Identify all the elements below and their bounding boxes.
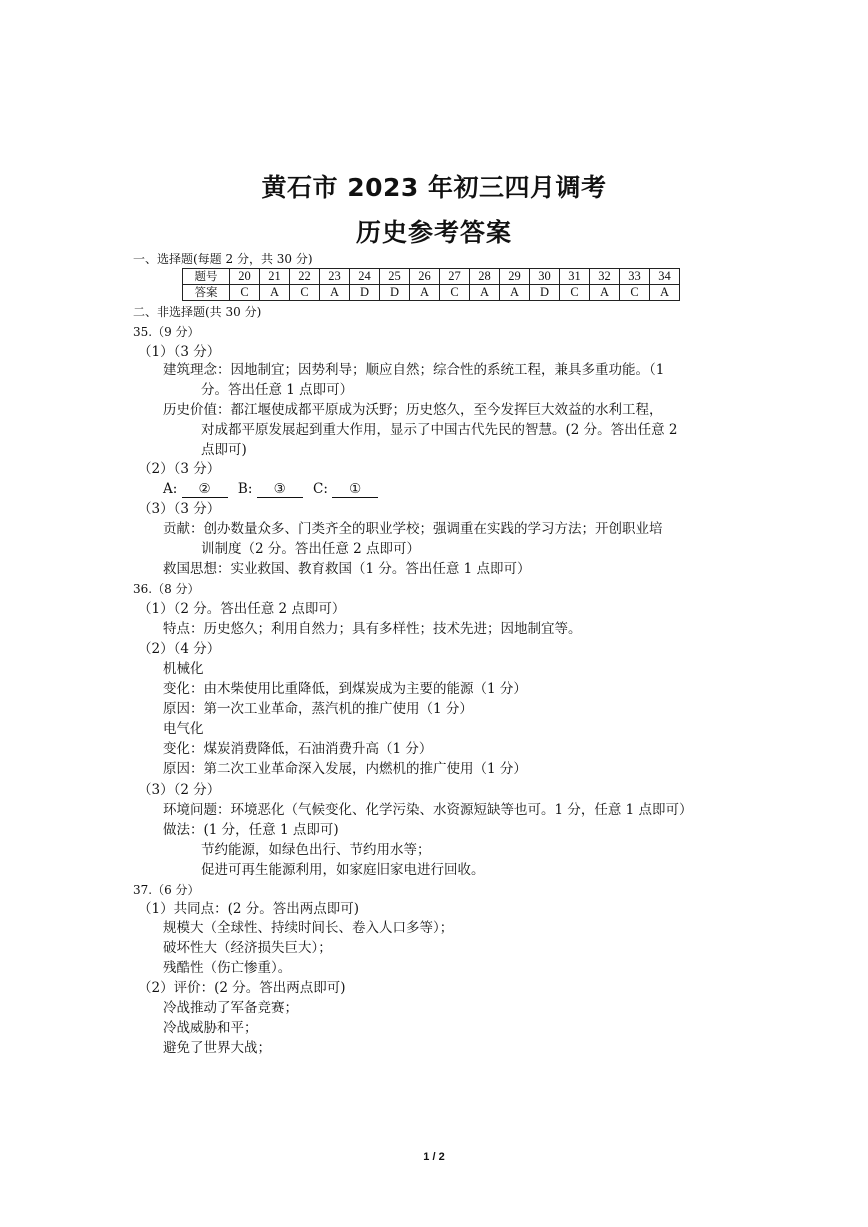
question-number-row [183,269,680,285]
answer-cell: C [620,285,650,301]
q35-part1-answer-cont: 点即可) [201,442,247,458]
q37-part2-label: （2）评价：(2 分。答出两点即可) [138,980,346,996]
q37-part2-answer: 避免了世界大战； [163,1040,271,1056]
q37-part1-label: （1）共同点：(2 分。答出两点即可) [138,901,360,917]
q35-part1-answer: 建筑理念：因地制宜；因势利导；顺应自然；综合性的系统工程，兼具多重功能。（1 [163,362,665,378]
question-number-label: 题号 [183,269,230,285]
blank-b-label: B: [237,481,253,497]
q35-part3-answer: 救国思想：实业救国、教育救国（1 分。答出任意 1 点即可） [163,561,531,577]
q37-part1-answer: 残酷性（伤亡惨重）。 [163,960,292,976]
answer-cell: D [350,285,380,301]
page-subtitle: 历史参考答案 [355,218,512,247]
question-number-cell: 30 [530,269,560,285]
answer-cell: C [560,285,590,301]
q36-part3-label: （3）（2 分） [138,782,221,798]
q35-part1-answer: 历史价值：都江堰使成都平原成为沃野；历史悠久，至今发挥巨大效益的水利工程， [163,402,663,418]
q36-part2-reason: 原因：第二次工业革命深入发展，内燃机的推广使用（1 分） [163,761,527,777]
answer-cell: D [380,285,410,301]
answer-cell: C [440,285,470,301]
q37-part2-answer: 冷战推动了军备竞赛； [163,1000,298,1016]
question-number-cell: 29 [500,269,530,285]
page-number: 1 / 2 [423,1151,445,1163]
q35-part1-answer-cont: 分。答出任意 1 点即可） [201,382,354,398]
q36-part3-answer: 做法：(1 分，任意 1 点即可) [163,822,339,838]
question-number-cell: 33 [620,269,650,285]
q35-part2-answers [163,479,378,499]
question-number-cell: 23 [320,269,350,285]
q35-heading: 35.（9 分） [133,325,200,339]
blank-b: ③ [257,481,303,498]
answer-cell: A [260,285,290,301]
q36-part3-answer-cont: 促进可再生能源利用，如家庭旧家电进行回收。 [201,862,485,878]
answer-cell: A [590,285,620,301]
question-number-cell: 25 [380,269,410,285]
q36-heading: 36.（8 分） [133,582,200,596]
q36-part1-label: （1）（2 分。答出任意 2 点即可） [138,601,346,617]
q35-part3-answer-cont: 训制度（2 分。答出任意 2 点即可） [201,541,421,557]
answer-cell: A [320,285,350,301]
question-number-cell: 27 [440,269,470,285]
q37-heading: 37.（6 分） [133,883,200,897]
q36-part2-topic: 电气化 [163,721,204,737]
question-number-cell: 20 [230,269,260,285]
question-number-cell: 21 [260,269,290,285]
q36-part2-label: （2）（4 分） [138,641,221,657]
q36-part2-topic: 机械化 [163,661,204,677]
q35-part1-answer-cont: 对成都平原发展起到重大作用，显示了中国古代先民的智慧。(2 分。答出任意 2 [201,422,678,438]
page-title: 黄石市 2023 年初三四月调考 [261,173,607,202]
question-number-cell: 26 [410,269,440,285]
q37-part1-answer: 破坏性大（经济损失巨大）； [163,940,332,956]
q37-part1-answer: 规模大（全球性、持续时间长、卷入人口多等）； [163,920,454,936]
q35-part3-label: （3）（3 分） [138,501,221,517]
blank-a-label: A: [163,481,178,497]
answer-label: 答案 [183,285,230,301]
q36-part1-answer: 特点：历史悠久；利用自然力；具有多样性；技术先进；因地制宜等。 [163,621,582,637]
q36-part2-change: 变化：由木柴使用比重降低，到煤炭成为主要的能源（1 分） [163,681,527,697]
answer-cell: C [230,285,260,301]
q36-part3-answer: 环境问题：环境恶化（气候变化、化学污染、水资源短缺等也可。1 分，任意 1 点即可） [163,802,693,818]
answer-cell: D [530,285,560,301]
answer-cell: A [650,285,680,301]
answer-row [183,285,680,301]
question-number-cell: 32 [590,269,620,285]
answer-cell: A [410,285,440,301]
answer-cell: C [290,285,320,301]
question-number-cell: 34 [650,269,680,285]
blank-c: ① [332,481,378,498]
q35-part2-label: （2）（3 分） [138,461,221,477]
question-number-cell: 24 [350,269,380,285]
blank-a: ② [182,481,228,498]
q36-part2-change: 变化：煤炭消费降低，石油消费升高（1 分） [163,741,433,757]
question-number-cell: 22 [290,269,320,285]
q36-part3-answer-cont: 节约能源，如绿色出行、节约用水等； [201,842,431,858]
question-number-cell: 28 [470,269,500,285]
question-number-cell: 31 [560,269,590,285]
q35-part3-answer: 贡献：创办数量众多、门类齐全的职业学校；强调重在实践的学习方法；开创职业培 [163,521,663,537]
q35-part1-label: （1）（3 分） [138,344,221,360]
q37-part2-answer: 冷战威胁和平； [163,1020,258,1036]
answer-cell: A [470,285,500,301]
answer-table [182,268,680,301]
section2-heading: 二、非选择题(共 30 分) [133,305,262,319]
blank-c-label: C: [312,481,328,497]
q36-part2-reason: 原因：第一次工业革命，蒸汽机的推广使用（1 分） [163,701,473,717]
answer-cell: A [500,285,530,301]
section1-heading: 一、选择题(每题 2 分，共 30 分) [133,252,313,266]
